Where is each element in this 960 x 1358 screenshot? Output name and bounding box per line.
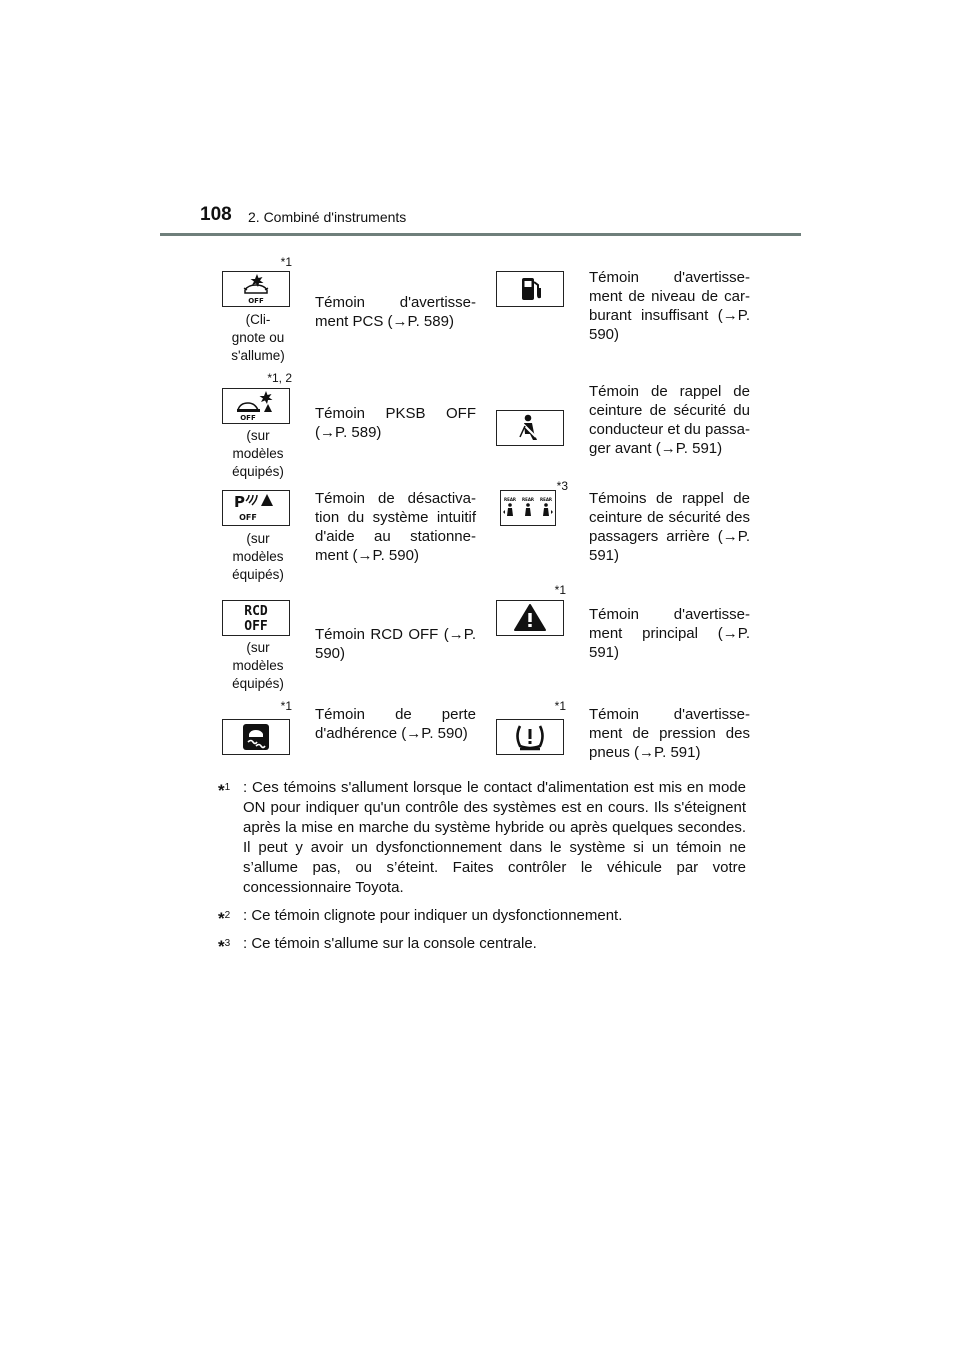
footnote-text: : Ce témoin s'allume sur la console centrale. xyxy=(243,935,537,952)
icon-caption: (sur modèles équipés) xyxy=(232,531,284,582)
icon-cell xyxy=(220,255,296,369)
warning-lights-table xyxy=(220,255,750,777)
row-description: Témoin de perte d'adhérence (→P. 590) xyxy=(315,706,476,742)
svg-text:REAR: REAR xyxy=(504,497,516,502)
footnote-text: : Ces témoins s'allument lorsque le contact d'alimentation est mis en mode ON pour indiquer qu'un contrôle des systèmes est en cours. Ils s'éteignent après la mise en marche du système hybride ou après quelques secondes. Il peut y avoir un dysfonctionnement dans le système si un témoin ne s’allume pas, ou s’éteint. Faites contrôler le véhicule par votre concessionnaire Toyota. xyxy=(243,779,746,896)
icon-cell xyxy=(494,369,570,487)
rcd-label: RCD xyxy=(244,604,268,619)
page-number: 108 xyxy=(200,204,232,225)
icon-caption: (sur modèles équipés) xyxy=(232,640,284,691)
slip-indicator-icon xyxy=(222,719,290,755)
fuel-pump-icon xyxy=(496,271,564,307)
parking-assist-off-icon xyxy=(222,490,290,526)
footnote-mark: *$^1$ xyxy=(218,781,231,800)
pcs-off-label: OFF xyxy=(248,297,264,305)
icon-cell xyxy=(220,369,296,487)
pksb-off-label: OFF xyxy=(240,414,256,422)
pksb-off-icon xyxy=(222,388,290,424)
svg-text:P: P xyxy=(234,493,245,511)
parking-off-label: OFF xyxy=(239,513,257,522)
svg-text:REAR: REAR xyxy=(522,497,534,502)
page-header xyxy=(200,202,800,232)
pcs-off-icon xyxy=(222,271,290,307)
row-description: Témoins de rappel de ceinture de sécurité des passagers arrière (→P. 591) xyxy=(589,490,750,564)
icon-cell xyxy=(220,487,296,595)
table-row xyxy=(220,479,750,595)
footnote xyxy=(218,778,746,898)
table-row xyxy=(220,583,750,705)
header-rule xyxy=(160,233,801,236)
footnote-mark: *$^2$ xyxy=(218,909,231,928)
note-mark: *1 xyxy=(280,255,292,269)
row-description: Témoin d'avertisse-ment de niveau de car-burant insuffisant (→P. 590) xyxy=(589,269,750,343)
row-description: Témoin de rappel de ceinture de sécurité du conducteur et du passa-ger avant (→P. 591) xyxy=(589,383,750,457)
rcd-off-label: OFF xyxy=(244,619,268,634)
icon-cell xyxy=(220,699,296,777)
icon-cell xyxy=(220,595,296,705)
row-description: Témoin PKSB OFF (→P. 589) xyxy=(315,405,476,441)
icon-caption: (Cli- gnote ou s'allume) xyxy=(231,312,285,363)
footnote xyxy=(218,906,746,926)
svg-text:REAR: REAR xyxy=(540,497,552,502)
row-description: Témoin RCD OFF (→P. 590) xyxy=(315,626,476,662)
tire-pressure-icon xyxy=(496,719,564,755)
icon-cell xyxy=(494,583,570,705)
row-description: Témoin d'avertisse-ment principal (→P. 591) xyxy=(589,606,750,661)
note-mark: *1 xyxy=(554,583,566,597)
icon-cell xyxy=(494,479,570,595)
table-row xyxy=(220,369,750,487)
chapter-title: 2. Combiné d'instruments xyxy=(248,209,407,225)
icon-caption: (sur modèles équipés) xyxy=(232,428,284,479)
icon-cell xyxy=(494,699,570,777)
note-mark: *1 xyxy=(280,699,292,713)
rear-seatbelt-icon xyxy=(500,490,556,526)
table-row xyxy=(220,699,750,777)
master-warning-icon xyxy=(496,600,564,636)
note-mark: *3 xyxy=(556,479,568,493)
icon-cell xyxy=(494,255,570,369)
rcd-off-icon xyxy=(222,600,290,636)
row-description: Témoin d'avertisse-ment de pression des pneus (→P. 591) xyxy=(589,706,750,761)
footnote-mark: *$^3$ xyxy=(218,937,231,956)
row-description: Témoin de désactiva-tion du système intuitif d'aide au stationne-ment (→P. 590) xyxy=(315,490,476,564)
seatbelt-icon xyxy=(496,410,564,446)
footnote-text: : Ce témoin clignote pour indiquer un dysfonctionnement. xyxy=(243,907,623,924)
footnote xyxy=(218,934,746,954)
note-mark: *1 xyxy=(554,699,566,713)
note-mark: *1, 2 xyxy=(267,371,292,385)
table-row xyxy=(220,255,750,369)
footnotes xyxy=(218,778,746,962)
row-description: Témoin d'avertisse-ment PCS (→P. 589) xyxy=(315,294,476,330)
